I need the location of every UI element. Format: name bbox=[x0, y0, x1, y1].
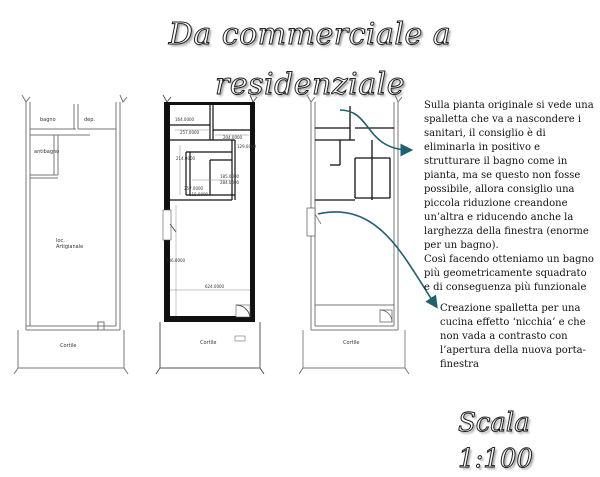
page-title: Da commerciale a residenziale bbox=[168, 17, 452, 102]
plan1-label-antibagno: antibagno bbox=[34, 149, 60, 155]
dim-label: 214.0000 bbox=[176, 156, 196, 161]
scale-label: Scala 1:100 bbox=[458, 408, 533, 474]
plan1-label-cortile: Cortile bbox=[60, 343, 77, 349]
plan1-label-bagno: bagno bbox=[40, 117, 56, 123]
arrow-kitchen-niche bbox=[318, 212, 436, 306]
dim-label: 257.0000 bbox=[184, 186, 204, 191]
note-bathroom-text: Sulla pianta originale si vede una spalletta che va a nascondere i sanitari, il consiglio è di eliminarla in positivo e strutturare il bagno come in pianta, ma se questo non fosse possibile, allora consiglio una piccola riduzione creandone un’altra e riducendo anche la larghezza della finestra (enorme per un bagno). bbox=[424, 100, 594, 251]
dim-label: 204.0000 bbox=[223, 135, 243, 140]
note-kitchen: Creazione spalletta per una cucina effetto ‘nicchia’ e che non vada a contrasto con l’apertura della nuova porta-finestra bbox=[440, 303, 586, 370]
plan-dimensioned bbox=[156, 95, 264, 374]
dim-label: 129.0000 bbox=[237, 144, 257, 149]
plan3-label-cortile: Cortile bbox=[343, 340, 360, 346]
dim-label: 624.0000 bbox=[205, 284, 225, 289]
dim-label: 164.0000 bbox=[175, 117, 195, 122]
dim-label: 284.0000 bbox=[220, 180, 240, 185]
plan2-label-cortile: Cortile bbox=[200, 340, 217, 346]
plan1-label-artigianale: Artigianale bbox=[56, 244, 84, 250]
dim-label: 185.0000 bbox=[220, 174, 240, 179]
dim-label: 115.0000 bbox=[189, 192, 209, 197]
plan-proposal bbox=[307, 95, 402, 330]
plan1-label-dep: dep. bbox=[84, 117, 96, 123]
note-bathroom-conclusion: Così facendo otteniamo un bagno più geometricamente squadrato e di conseguenza più funzionale bbox=[424, 254, 594, 293]
plan2-dimensions bbox=[166, 117, 257, 289]
dim-label: 257.0000 bbox=[180, 130, 200, 135]
note-bathroom bbox=[424, 99, 594, 295]
plan-original bbox=[14, 95, 128, 374]
dim-label: 736.0000 bbox=[166, 258, 186, 263]
plan3-new-walls bbox=[315, 106, 394, 200]
plan1-break-mark bbox=[22, 95, 30, 102]
plan1-label-loc: loc. bbox=[56, 238, 65, 244]
